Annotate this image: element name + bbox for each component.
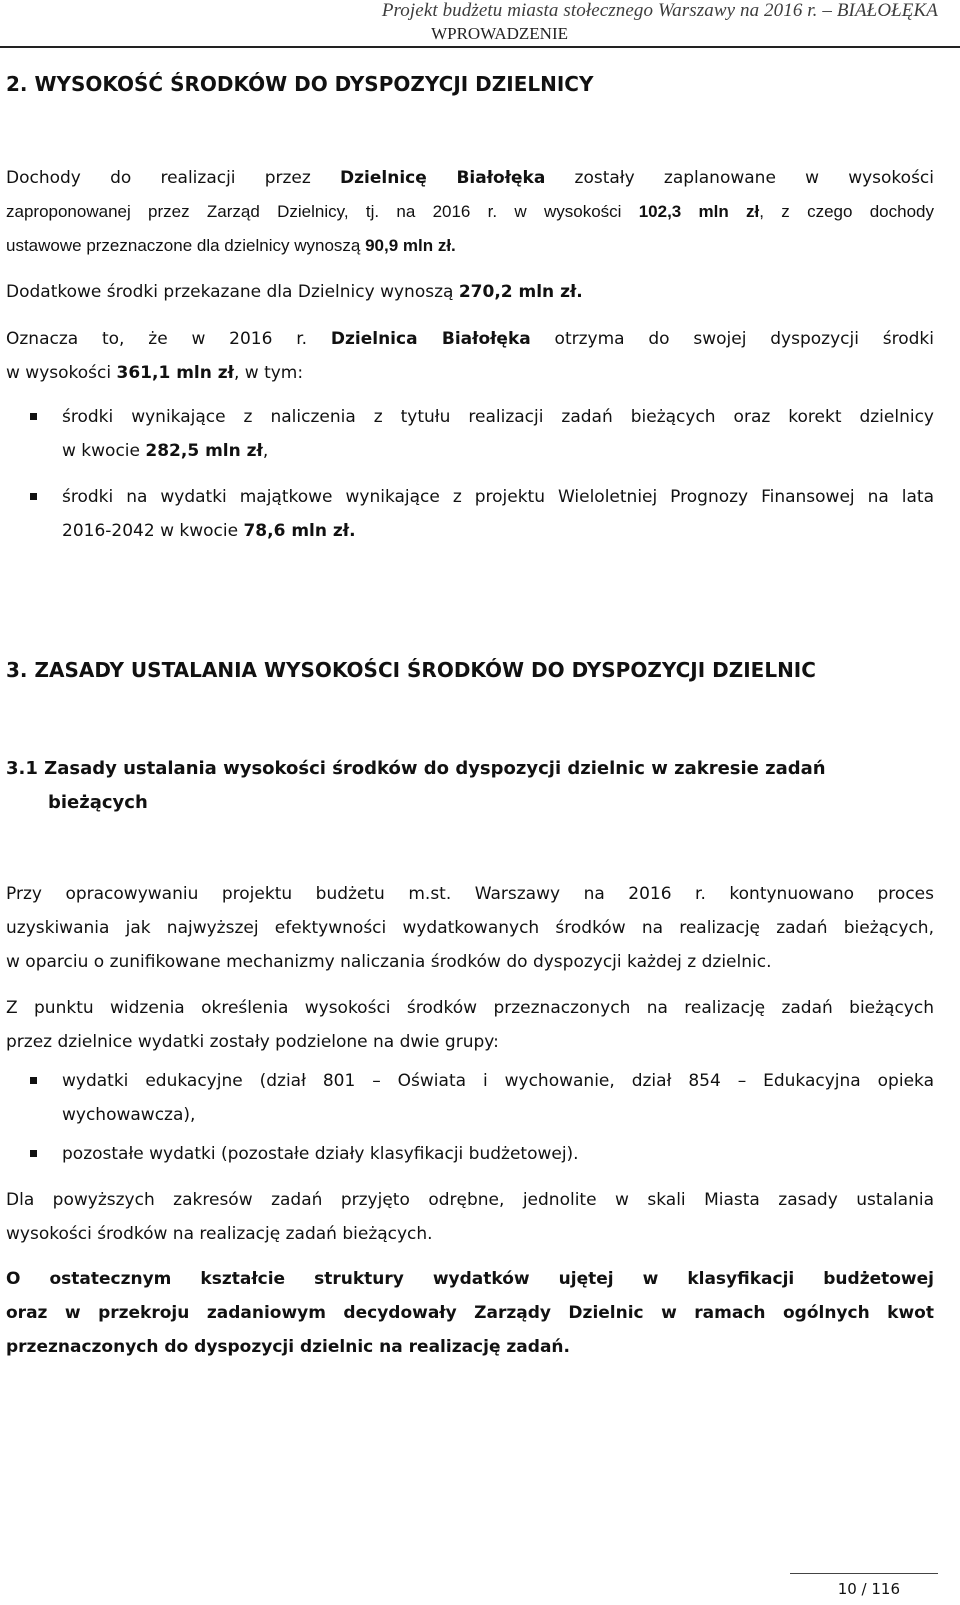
section-3-heading: 3. ZASADY USTALANIA WYSOKOŚCI ŚRODKÓW DO DYSPOZYCJI DZIELNIC <box>6 658 816 682</box>
section-3-paragraph-4-line-2: oraz w przekroju zadaniowym decydowały Zarządy Dzielnic w ramach ogólnych kwot <box>6 1303 934 1323</box>
bullet-marker <box>30 413 37 420</box>
bullet-marker <box>30 1150 37 1157</box>
page-number: 10 / 116 <box>837 1580 900 1598</box>
section-3-paragraph-1-line-1: Przy opracowywaniu projektu budżetu m.st. Warszawy na 2016 r. kontynuowano proces <box>6 884 934 904</box>
section-2-bullet-2-line-2: 2016-2042 w kwocie 78,6 mln zł. <box>62 521 356 541</box>
section-2-bullet-1-line-2: w kwocie 282,5 mln zł, <box>62 441 269 461</box>
section-3-paragraph-3-line-2: wysokości środków na realizację zadań bieżących. <box>6 1224 433 1244</box>
section-3-paragraph-2-line-1: Z punktu widzenia określenia wysokości środków przeznaczonych na realizację zadań bieżących <box>6 998 934 1018</box>
section-2-paragraph-3-line-1: Oznacza to, że w 2016 r. Dzielnica Białołęka otrzyma do swojej dyspozycji środki <box>6 329 934 349</box>
subsection-3-1-heading-line-2: bieżących <box>48 792 148 813</box>
section-2-paragraph-2: Dodatkowe środki przekazane dla Dzielnicy wynoszą 270,2 mln zł. <box>6 282 583 302</box>
section-3-paragraph-4-line-1: O ostatecznym kształcie struktury wydatków ujętej w klasyfikacji budżetowej <box>6 1269 934 1289</box>
page-header <box>0 0 960 46</box>
section-2-bullet-2-line-1: środki na wydatki majątkowe wynikające z projektu Wieloletniej Prognozy Finansowej na lata <box>62 487 934 507</box>
subsection-3-1-heading-line-1: 3.1 Zasady ustalania wysokości środków do dyspozycji dzielnic w zakresie zadań <box>6 758 826 779</box>
section-3-paragraph-4-line-3: przeznaczonych do dyspozycji dzielnic na realizację zadań. <box>6 1337 570 1357</box>
section-2-paragraph-1-line-2: zaproponowanej przez Zarząd Dzielnicy, tj. na 2016 r. w wysokości 102,3 mln zł, z czego dochody <box>6 202 934 221</box>
section-3-bullet-1-line-1: wydatki edukacyjne (dział 801 – Oświata i wychowanie, dział 854 – Edukacyjna opieka <box>62 1071 934 1091</box>
section-2-bullet-1-line-1: środki wynikające z naliczenia z tytułu realizacji zadań bieżących oraz korekt dzielnicy <box>62 407 934 427</box>
section-3-bullet-2: pozostałe wydatki (pozostałe działy klasyfikacji budżetowej). <box>62 1144 579 1164</box>
bullet-marker <box>30 1077 37 1084</box>
section-3-paragraph-3-line-1: Dla powyższych zakresów zadań przyjęto odrębne, jednolite w skali Miasta zasady ustalania <box>6 1190 934 1210</box>
section-2-paragraph-1-line-1: Dochody do realizacji przez Dzielnicę Białołęka zostały zaplanowane w wysokości <box>6 168 934 188</box>
section-3-paragraph-1-line-3: w oparciu o zunifikowane mechanizmy naliczania środków do dyspozycji każdej z dzielnic. <box>6 952 772 972</box>
section-2-paragraph-1-line-3: ustawowe przeznaczone dla dzielnicy wynoszą 90,9 mln zł. <box>6 236 456 255</box>
section-3-paragraph-2-line-2: przez dzielnice wydatki zostały podzielone na dwie grupy: <box>6 1032 499 1052</box>
header-rule <box>0 46 960 48</box>
document-subtitle: WPROWADZENIE <box>431 24 568 43</box>
footer-rule <box>790 1573 938 1574</box>
bullet-marker <box>30 493 37 500</box>
section-3-bullet-1-line-2: wychowawcza), <box>62 1105 196 1125</box>
section-2-paragraph-3-line-2: w wysokości 361,1 mln zł, w tym: <box>6 363 304 383</box>
section-3-paragraph-1-line-2: uzyskiwania jak najwyższej efektywności wydatkowanych środków na realizację zadań bieżących, <box>6 918 934 938</box>
document-title: Projekt budżetu miasta stołecznego Warszawy na 2016 r. – BIAŁOŁĘKA <box>381 0 938 21</box>
section-2-heading: 2. WYSOKOŚĆ ŚRODKÓW DO DYSPOZYCJI DZIELNICY <box>6 72 594 96</box>
